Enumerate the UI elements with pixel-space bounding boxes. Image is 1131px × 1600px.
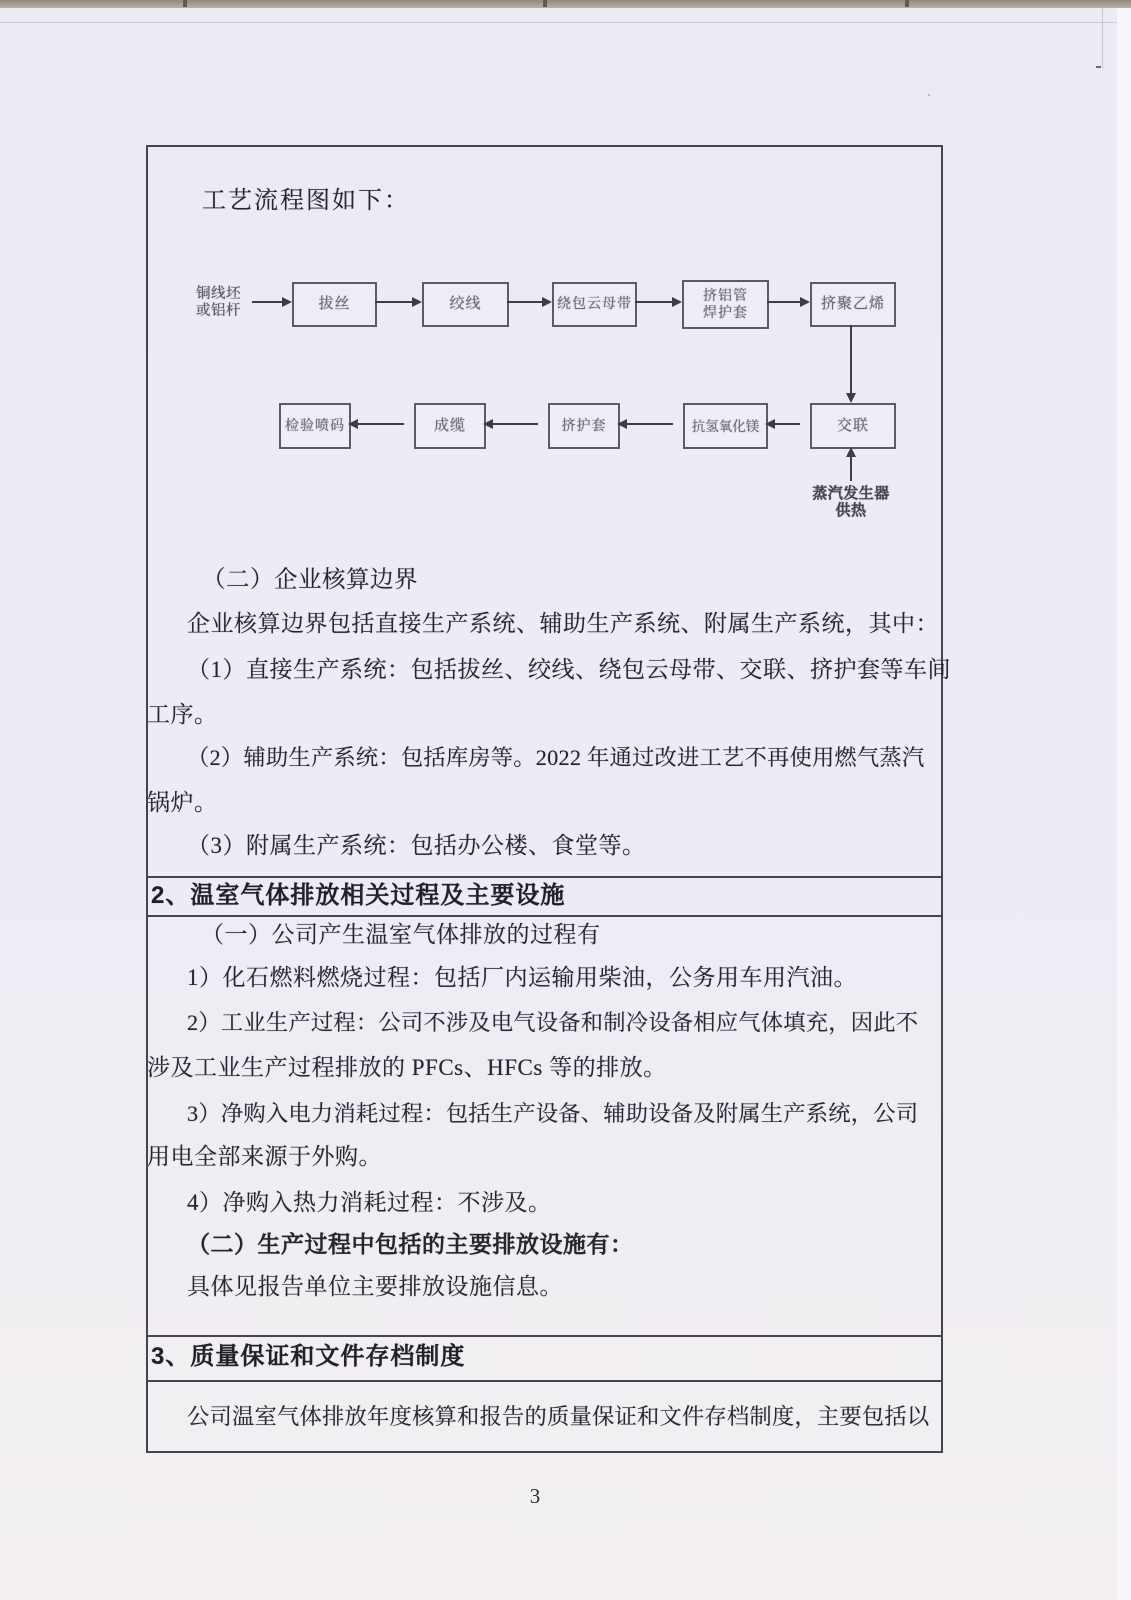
section2-sub1-heading: （一）公司产生温室气体排放的过程有 <box>201 922 601 947</box>
flow-step-magnesium <box>683 403 768 449</box>
flow-source-line2: 或铝杆 <box>196 303 241 319</box>
section2-line: 4）净购入热力消耗过程：不涉及。 <box>187 1190 552 1215</box>
scan-tick-mark <box>183 0 187 7</box>
flow-arrow-down <box>850 325 852 394</box>
boundary-line: （3）附属生产系统：包括办公楼、食堂等。 <box>187 833 646 858</box>
section2-line: 2）工业生产过程：公司不涉及电气设备和制冷设备相应气体填充，因此不 <box>187 1010 919 1035</box>
scan-speck <box>928 94 930 96</box>
flow-steam-line2: 供热 <box>835 503 867 519</box>
flow-step-crosslinking <box>810 403 896 449</box>
boundary-heading: （二）企业核算边界 <box>202 567 418 593</box>
scan-tick-mark <box>905 0 909 7</box>
flow-steam-line1: 蒸汽发生器 <box>812 486 890 502</box>
boundary-line: 锅炉。 <box>147 790 218 815</box>
flow-step-label: 挤聚乙烯 <box>820 296 885 312</box>
flow-arrow-left <box>774 423 800 425</box>
row-divider <box>148 1335 941 1337</box>
section2-line: 涉及工业生产过程排放的 PFCs、HFCs 等的排放。 <box>147 1055 667 1080</box>
flow-step-label: 焊护套 <box>703 305 748 321</box>
boundary-line: 工序。 <box>147 702 218 727</box>
row-divider <box>148 876 941 878</box>
scan-edge-band <box>0 0 1131 8</box>
flow-arrow-right <box>375 301 413 303</box>
flow-steam-label <box>806 486 896 520</box>
flow-step-label: 抗氢氧化镁 <box>691 418 760 434</box>
flow-source-label <box>196 286 241 320</box>
scan-streak <box>1102 8 1103 68</box>
flowchart-intro-title: 工艺流程图如下： <box>202 188 410 214</box>
row-divider <box>148 1380 941 1382</box>
flow-step-label: 挤铝管 <box>703 288 748 304</box>
section2-sub2-heading: （二）生产过程中包括的主要排放设施有： <box>187 1232 634 1257</box>
flow-arrow-left <box>357 423 404 425</box>
flow-arrow-right <box>252 301 283 303</box>
flow-arrow-left <box>626 423 673 425</box>
scan-tick-mark <box>543 0 547 7</box>
flow-step-label: 拔丝 <box>318 296 351 312</box>
flow-step-label: 挤护套 <box>561 418 607 434</box>
flow-arrow-right <box>507 301 543 303</box>
flow-step-mica-wrapping <box>552 282 637 327</box>
page-number: 3 <box>529 1484 541 1508</box>
row-divider <box>148 915 941 917</box>
scan-edge-strip <box>1117 8 1131 1600</box>
section2-line: 用电全部来源于外购。 <box>147 1144 382 1169</box>
boundary-line: （1）直接生产系统：包括拔丝、绞线、绕包云母带、交联、挤护套等车间 <box>187 657 951 682</box>
section2-line: 1）化石燃料燃烧过程：包括厂内运输用柴油，公务用车用汽油。 <box>187 965 857 990</box>
flow-arrow-left <box>492 423 538 425</box>
flow-step-aluminum-sheath <box>682 280 769 329</box>
flow-step-polyethylene <box>810 282 896 327</box>
boundary-line: 企业核算边界包括直接生产系统、辅助生产系统、附属生产系统，其中： <box>187 611 939 636</box>
flow-step-label: 成缆 <box>433 417 466 434</box>
flow-step-label: 绕包云母带 <box>557 297 632 312</box>
flow-step-label: 交联 <box>836 417 869 434</box>
flow-step-stranding <box>422 282 509 327</box>
flow-step-drawing <box>292 282 377 327</box>
section2-header: 2、温室气体排放相关过程及主要设施 <box>151 882 566 909</box>
boundary-line: （2）辅助生产系统：包括库房等。2022 年通过改进工艺不再使用燃气蒸汽 <box>187 745 925 770</box>
section3-header: 3、质量保证和文件存档制度 <box>151 1343 466 1370</box>
flow-source-line1: 铜线坯 <box>196 286 241 302</box>
section2-line: 具体见报告单位主要排放设施信息。 <box>187 1274 563 1299</box>
flow-arrow-up <box>850 456 852 481</box>
flow-step-label: 检验喷码 <box>285 418 345 434</box>
flow-arrow-right <box>767 301 801 303</box>
flow-arrow-right <box>635 301 673 303</box>
scan-speck <box>1096 66 1101 68</box>
flow-step-sheath-extrusion <box>548 403 620 449</box>
flow-step-cabling <box>414 403 486 449</box>
section2-line: 3）净购入电力消耗过程：包括生产设备、辅助设备及附属生产系统，公司 <box>187 1101 919 1126</box>
flow-step-inspection-coding <box>279 403 351 449</box>
scan-fold-line <box>0 22 1131 23</box>
flow-step-label: 绞线 <box>449 296 482 312</box>
section3-line: 公司温室气体排放年度核算和报告的质量保证和文件存档制度，主要包括以 <box>187 1404 930 1429</box>
